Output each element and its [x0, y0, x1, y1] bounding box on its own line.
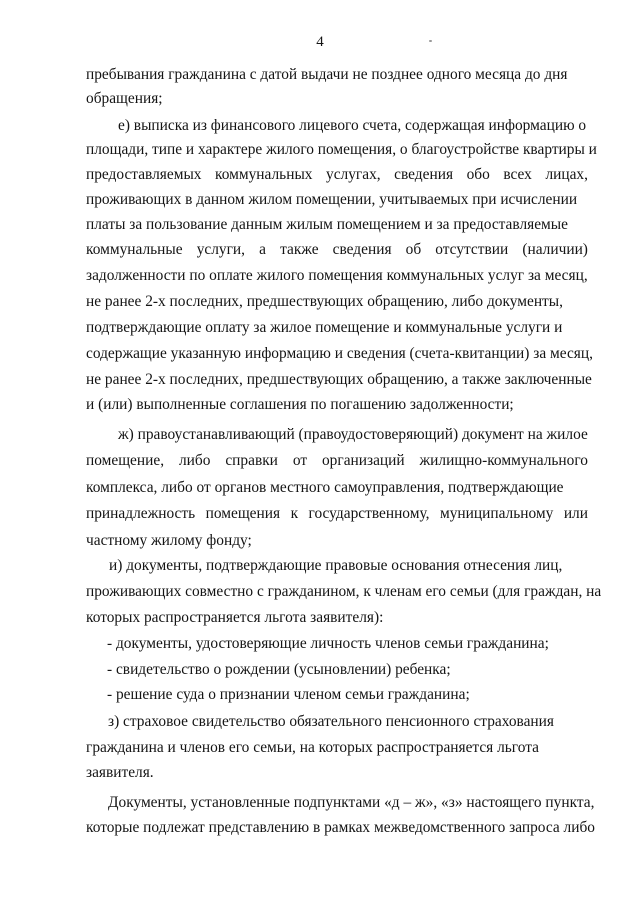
text-line: частному жилому фонду; — [86, 532, 252, 549]
text-line: задолженности по оплате жилого помещения коммунальных услуг за месяц, — [86, 267, 588, 284]
text-line: помещение, либо справки от организаций жилищно-коммунального — [86, 452, 588, 469]
text-line: платы за пользование данным жилым помещением и за предоставляемые — [86, 216, 568, 233]
text-line: и) документы, подтверждающие правовые основания отнесения лиц, — [109, 557, 563, 574]
text-line: и (или) выполненные соглашения по погашению задолженности; — [86, 396, 514, 413]
page-number: 4 — [316, 34, 324, 50]
text-line: гражданина и членов его семьи, на которых распространяется льгота — [86, 739, 539, 756]
text-line: пребывания гражданина с датой выдачи не позднее одного месяца до дня — [86, 66, 568, 83]
text-line: площади, типе и характере жилого помещения, о благоустройстве квартиры и — [86, 141, 597, 158]
text-line: предоставляемых коммунальных услугах, сведения обо всех лицах, — [86, 166, 588, 183]
text-line: проживающих совместно с гражданином, к членам его семьи (для граждан, на — [86, 583, 602, 600]
list-item: - свидетельство о рождении (усыновлении) ребенка; — [107, 661, 451, 678]
text-line: принадлежность помещения к государственному, муниципальному или — [86, 505, 588, 522]
text-line: не ранее 2-х последних, предшествующих обращению, а также заключенные — [86, 371, 592, 388]
text-line: проживающих в данном жилом помещении, учитываемых при исчислении — [86, 191, 578, 208]
text-line: комплекса, либо от органов местного самоуправления, подтверждающие — [86, 479, 564, 496]
text-line: ж) правоустанавливающий (правоудостоверяющий) документ на жилое — [118, 426, 588, 443]
text-line: заявителя. — [86, 764, 154, 781]
text-line: не ранее 2-х последних, предшествующих обращению, либо документы, — [86, 293, 563, 310]
text-line: которых распространяется льгота заявителя): — [86, 609, 384, 626]
scan-speck — [429, 40, 432, 42]
list-item: - решение суда о признании членом семьи гражданина; — [107, 686, 470, 703]
text-line: содержащие указанную информацию и сведения (счета-квитанции) за месяц, — [86, 345, 593, 362]
text-line: которые подлежат представлению в рамках межведомственного запроса либо — [86, 819, 595, 836]
text-line: подтверждающие оплату за жилое помещение и коммунальные услуги и — [86, 319, 563, 336]
text-line: обращения; — [86, 90, 163, 107]
text-line: з) страховое свидетельство обязательного пенсионного страхования — [108, 713, 554, 730]
text-line: Документы, установленные подпунктами «д – ж», «з» настоящего пункта, — [108, 794, 595, 811]
text-line: е) выписка из финансового лицевого счета, содержащая информацию о — [118, 117, 587, 134]
text-line: коммунальные услуги, а также сведения об отсутствии (наличии) — [86, 241, 588, 258]
list-item: - документы, удостоверяющие личность членов семьи гражданина; — [107, 635, 549, 652]
